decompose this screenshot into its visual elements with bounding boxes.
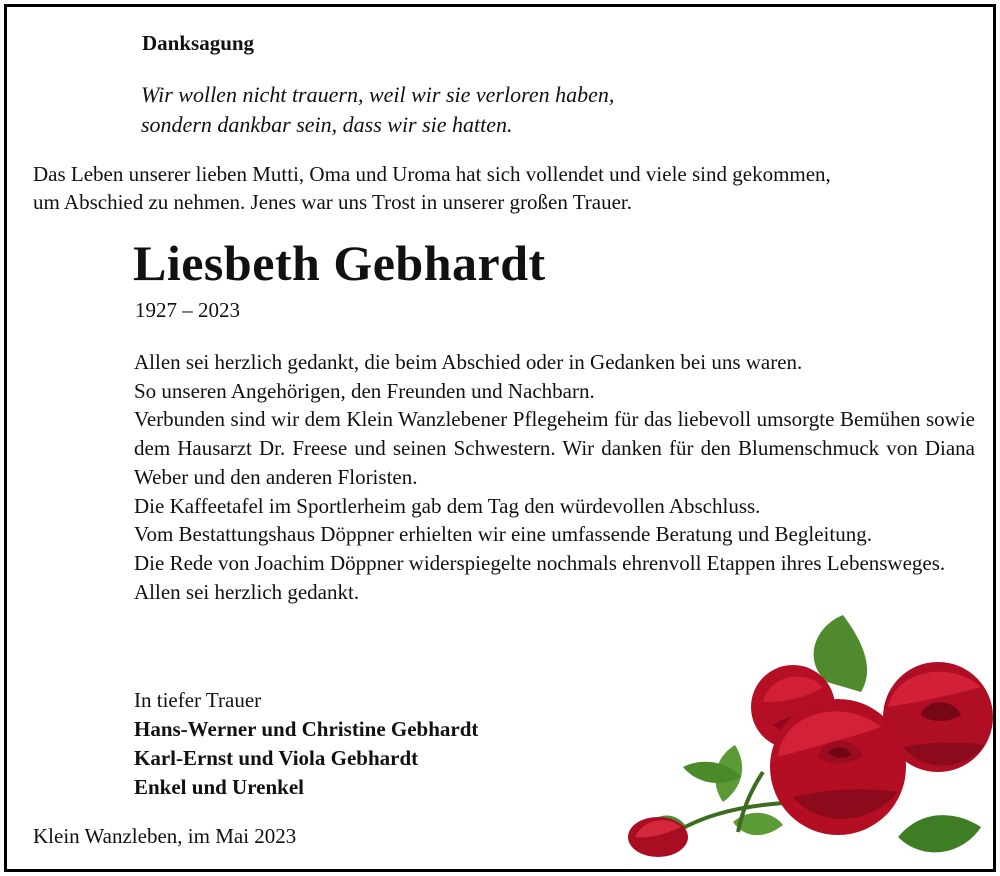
mourner-name: Hans-Werner und Christine Gebhardt — [134, 717, 479, 741]
quote-line: sondern dankbar sein, dass wir sie hatten. — [141, 112, 513, 137]
red-roses-image — [613, 607, 996, 872]
leaf-shape — [898, 815, 981, 852]
thanks-paragraph: Allen sei herzlich gedankt. — [134, 579, 360, 604]
mourner-name: Enkel und Urenkel — [134, 775, 304, 799]
thanks-paragraph: Die Kaffeetafel im Sportlerheim gab dem Tag den würdevollen Abschluss. — [134, 493, 761, 518]
thanks-paragraph: So unseren Angehörigen, den Freunden und Nachbarn. — [134, 378, 595, 403]
intro-line: um Abschied zu nehmen. Jenes war uns Trost in unserer großen Trauer. — [33, 190, 633, 214]
thanks-paragraph: Vom Bestattungshaus Döppner erhielten wir eine umfassende Beratung und Begleitung. — [134, 522, 872, 547]
signature-intro: In tiefer Trauer — [134, 688, 262, 712]
obituary-notice — [4, 4, 996, 872]
notice-heading: Danksagung — [142, 31, 255, 55]
thanks-paragraph: Verbunden sind wir dem Klein Wanzlebener Pflegeheim für das liebevoll umsorgte Bemühen sowie dem Hausarzt Dr. Freese und seinen Schwestern. Wir danken für den Blumenschmuck von Diana Weber und den anderen Floristen. — [134, 407, 975, 489]
quote-line: Wir wollen nicht trauern, weil wir sie verloren haben, — [141, 82, 615, 107]
intro-line: Das Leben unserer lieben Mutti, Oma und Uroma hat sich vollendet und viele sind gekommen, — [33, 162, 831, 186]
memorial-quote — [141, 80, 614, 140]
place-date: Klein Wanzleben, im Mai 2023 — [33, 824, 297, 848]
signature-block — [134, 686, 478, 802]
thanks-paragraph: Allen sei herzlich gedankt, die beim Abschied oder in Gedanken bei uns waren. — [134, 350, 803, 374]
mourner-name: Karl-Ernst und Viola Gebhardt — [134, 746, 419, 770]
thanks-text — [134, 348, 975, 606]
life-dates: 1927 – 2023 — [135, 298, 240, 322]
intro-text — [33, 160, 977, 216]
thanks-paragraph: Die Rede von Joachim Döppner widerspiegelte nochmals ehrenvoll Etappen ihres Lebensweges. — [134, 550, 946, 575]
deceased-name: Liesbeth Gebhardt — [133, 235, 546, 291]
